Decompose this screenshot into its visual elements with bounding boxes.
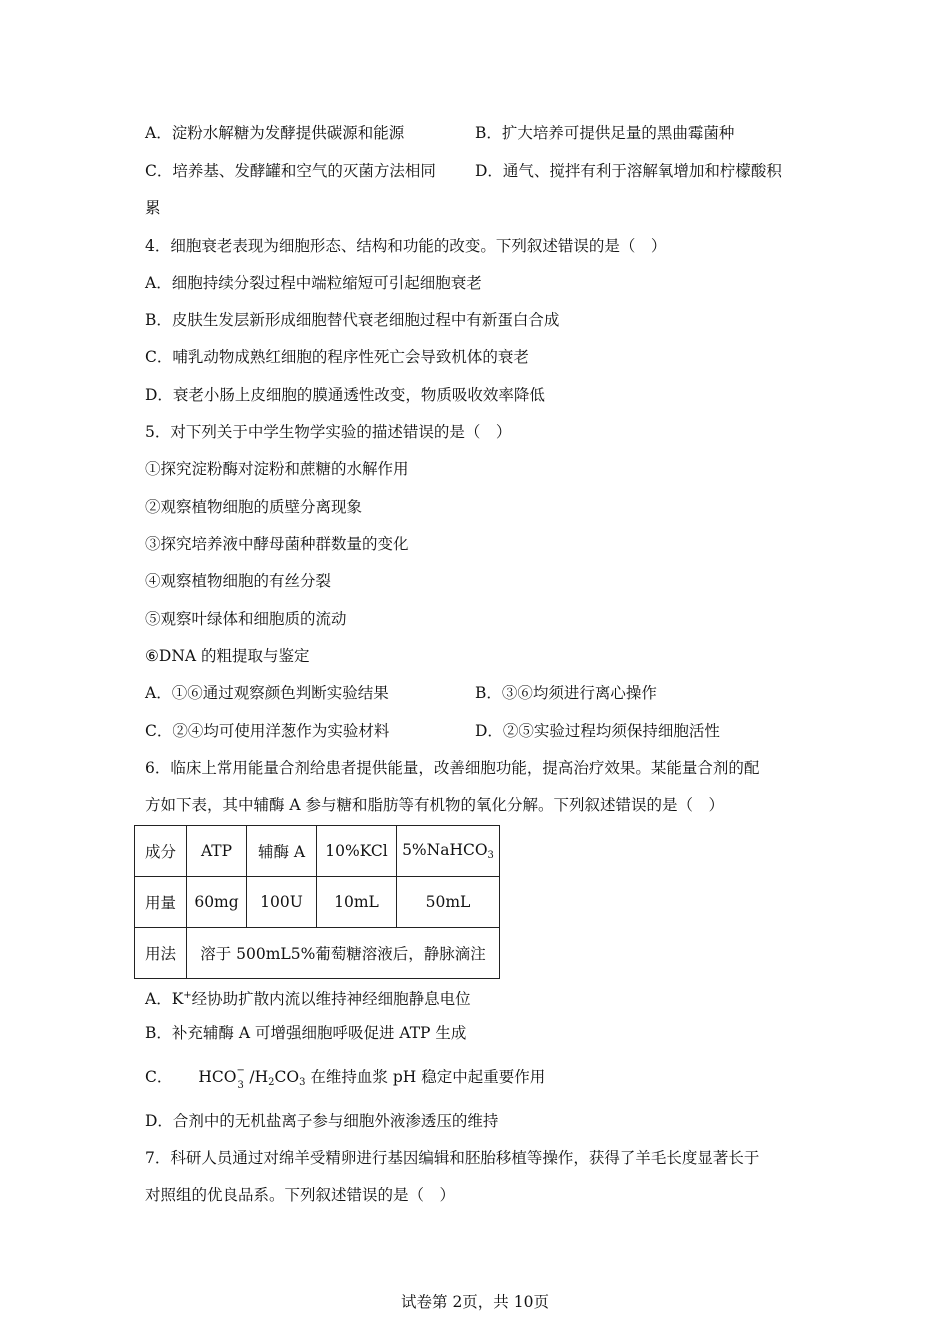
cell-atp-dose: 60mg xyxy=(187,877,247,928)
q3-option-b: B．扩大培养可提供足量的黑曲霉菌种 xyxy=(475,124,735,142)
q5-option-d: D．②⑤实验过程均须保持细胞活性 xyxy=(475,722,720,740)
q7-stem-line2: 对照组的优良品系。下列叙述错误的是（ ） xyxy=(145,1186,456,1204)
q4-option-d: D．衰老小肠上皮细胞的膜通透性改变，物质吸收效率降低 xyxy=(145,386,545,404)
cell-kcl-dose: 10mL xyxy=(317,877,397,928)
q6-option-c: C． HCO − 3 $/H_2CO_3$ 在维持血浆 pH 稳定中起重要作用 xyxy=(145,1065,546,1091)
q4-option-c: C．哺乳动物成熟红细胞的程序性死亡会导致机体的衰老 xyxy=(145,348,529,366)
q5-item-4: ④观察植物细胞的有丝分裂 xyxy=(145,572,332,590)
q6-option-a: A．K+经协助扩散内流以维持神经细胞静息电位 xyxy=(145,990,471,1008)
q3-option-c: C．培养基、发酵罐和空气的灭菌方法相同 xyxy=(145,162,436,180)
q6-option-d: D．合剂中的无机盐离子参与细胞外液渗透压的维持 xyxy=(145,1112,499,1130)
q5-item-2: ②观察植物细胞的质壁分离现象 xyxy=(145,498,363,516)
table-row xyxy=(135,826,500,877)
q6-stem-line1: 6．临床上常用能量合剂给患者提供能量，改善细胞功能，提高治疗效果。某能量合剂的配 xyxy=(145,759,760,777)
table-row xyxy=(135,928,500,979)
q3-option-d-continued: 累 xyxy=(145,199,161,217)
row-label-ingredient: 成分 xyxy=(135,826,187,877)
q5-item-3: ③探究培养液中酵母菌种群数量的变化 xyxy=(145,535,409,553)
row-label-usage: 用法 xyxy=(135,928,187,979)
q5-option-c: C．②④均可使用洋葱作为实验材料 xyxy=(145,722,390,740)
q4-option-a: A．细胞持续分裂过程中端粒缩短可引起细胞衰老 xyxy=(145,274,482,292)
q6-option-b: B．补充辅酶 A 可增强细胞呼吸促进 ATP 生成 xyxy=(145,1024,467,1042)
formula-table xyxy=(134,825,500,979)
q5-item-1: ①探究淀粉酶对淀粉和蔗糖的水解作用 xyxy=(145,460,409,478)
q5-option-b: B．③⑥均须进行离心操作 xyxy=(475,684,657,702)
q3-option-d: D．通气、搅拌有利于溶解氧增加和柠檬酸积 xyxy=(475,162,782,180)
q6-stem-line2: 方如下表，其中辅酶 A 参与糖和脂肪等有机物的氧化分解。下列叙述错误的是（ ） xyxy=(145,796,725,814)
cell-atp: ATP xyxy=(187,826,247,877)
q5-item-5: ⑤观察叶绿体和细胞质的流动 xyxy=(145,610,347,628)
page-footer: 试卷第 2页，共 10页 xyxy=(401,1293,549,1311)
q5-item-6: ⑥DNA 的粗提取与鉴定 xyxy=(145,647,310,665)
q4-stem: 4．细胞衰老表现为细胞形态、结构和功能的改变。下列叙述错误的是（ ） xyxy=(145,237,667,255)
cell-usage-text: 溶于 500mL5%葡萄糖溶液后，静脉滴注 xyxy=(187,928,500,979)
q7-stem-line1: 7．科研人员通过对绵羊受精卵进行基因编辑和胚胎移植等操作，获得了羊毛长度显著长于 xyxy=(145,1149,760,1167)
cell-coenzyme-a-dose: 100U xyxy=(247,877,317,928)
cell-nahco3-dose: 50mL xyxy=(397,877,500,928)
cell-nahco3: 5%NaHCO$_3$ xyxy=(397,826,500,877)
q4-option-b: B．皮肤生发层新形成细胞替代衰老细胞过程中有新蛋白合成 xyxy=(145,311,560,329)
q5-option-a: A．①⑥通过观察颜色判断实验结果 xyxy=(145,684,389,702)
table-row xyxy=(135,877,500,928)
cell-coenzyme-a: 辅酶 A xyxy=(247,826,317,877)
row-label-dosage: 用量 xyxy=(135,877,187,928)
cell-kcl: 10%KCl xyxy=(317,826,397,877)
q3-option-a: A．淀粉水解糖为发酵提供碳源和能源 xyxy=(145,124,405,142)
q5-stem: 5．对下列关于中学生物学实验的描述错误的是（ ） xyxy=(145,423,512,441)
